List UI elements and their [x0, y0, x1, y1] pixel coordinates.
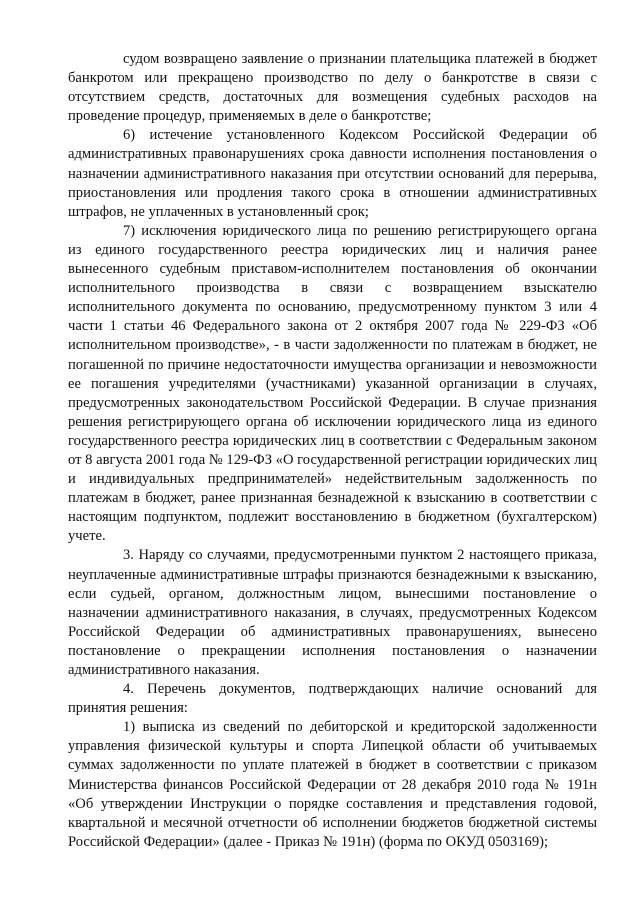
- paragraph-section-4-item-1: 1) выписка из сведений по дебиторской и кредиторской задолженности управления физической культуры и спорта Липецкой области об учитываемых суммах задолженности по уплате платежей в бюджет в соответствии с приказом Министерства финансов Российской Федерации от 28 декабря 2010 года № 191н «Об утверждении Инструкции о порядке составления и представления годовой, квартальной и месячной отчетности об исполнении бюджетов бюджетной системы Российской Федерации» (далее - Приказ № 191н) (форма по ОКУД 0503169);: [68, 719, 597, 850]
- paragraph-section-3: 3. Наряду со случаями, предусмотренными пунктом 2 настоящего приказа, неуплаченные административные штрафы признаются безнадежными к взысканию, если судьей, органом, должностным лицом, вынесшими постановление о назначении административного наказания, в случаях, предусмотренных Кодексом Российской Федерации об административных правонарушениях, вынесено постановление о прекращении исполнения постановления о назначении административного наказания.: [68, 547, 597, 678]
- paragraph-item-7: 7) исключения юридического лица по решению регистрирующего органа из единого государственного реестра юридических лиц и наличия ранее вынесенного судебным приставом-исполнителем постановления об окончании исполнительного производства в связи с возвращением взыскателю исполнительного документа по основанию, предусмотренному пунктом 3 или 4 части 1 статьи 46 Федерального закона от 2 октября 2007 года № 229-ФЗ «Об исполнительном производстве», - в части задолженности по платежам в бюджет, не погашенной по причине недостаточности имущества организации и невозможности ее погашения учредителями (участниками) указанной организации в случаях, предусмотренных законодательством Российской Федерации. В случае признания решения регистрирующего органа об исключении юридического лица из единого государственного реестра юридических лиц в соответствии с Федеральным законом от 8 августа 2001 года № 129-ФЗ «О государственной регистрации юридических лиц и индивидуальных предпринимателей» недействительным задолженность по платежам в бюджет, ранее признанная безнадежной к взысканию в соответствии с настоящим подпунктом, подлежит восстановлению в бюджетном (бухгалтерском) учете.: [68, 222, 597, 545]
- paragraph-item-6: 6) истечение установленного Кодексом Российской Федерации об административных правонарушениях срока давности исполнения постановления о назначении административного наказания при отсутствии оснований для перерыва, приостановления или продления такого срока в отношении административных штрафов, не уплаченных в установленный срок;: [68, 127, 597, 220]
- paragraph-bankruptcy-continuation: судом возвращено заявление о признании плательщика платежей в бюджет банкротом или прекращено производство по делу о банкротстве в связи с отсутствием средств, достаточных для возмещения судебных расходов на проведение процедур, применяемых в деле о банкротстве;: [68, 51, 597, 125]
- paragraph-section-4: 4. Перечень документов, подтверждающих наличие оснований для принятия решения:: [68, 681, 597, 717]
